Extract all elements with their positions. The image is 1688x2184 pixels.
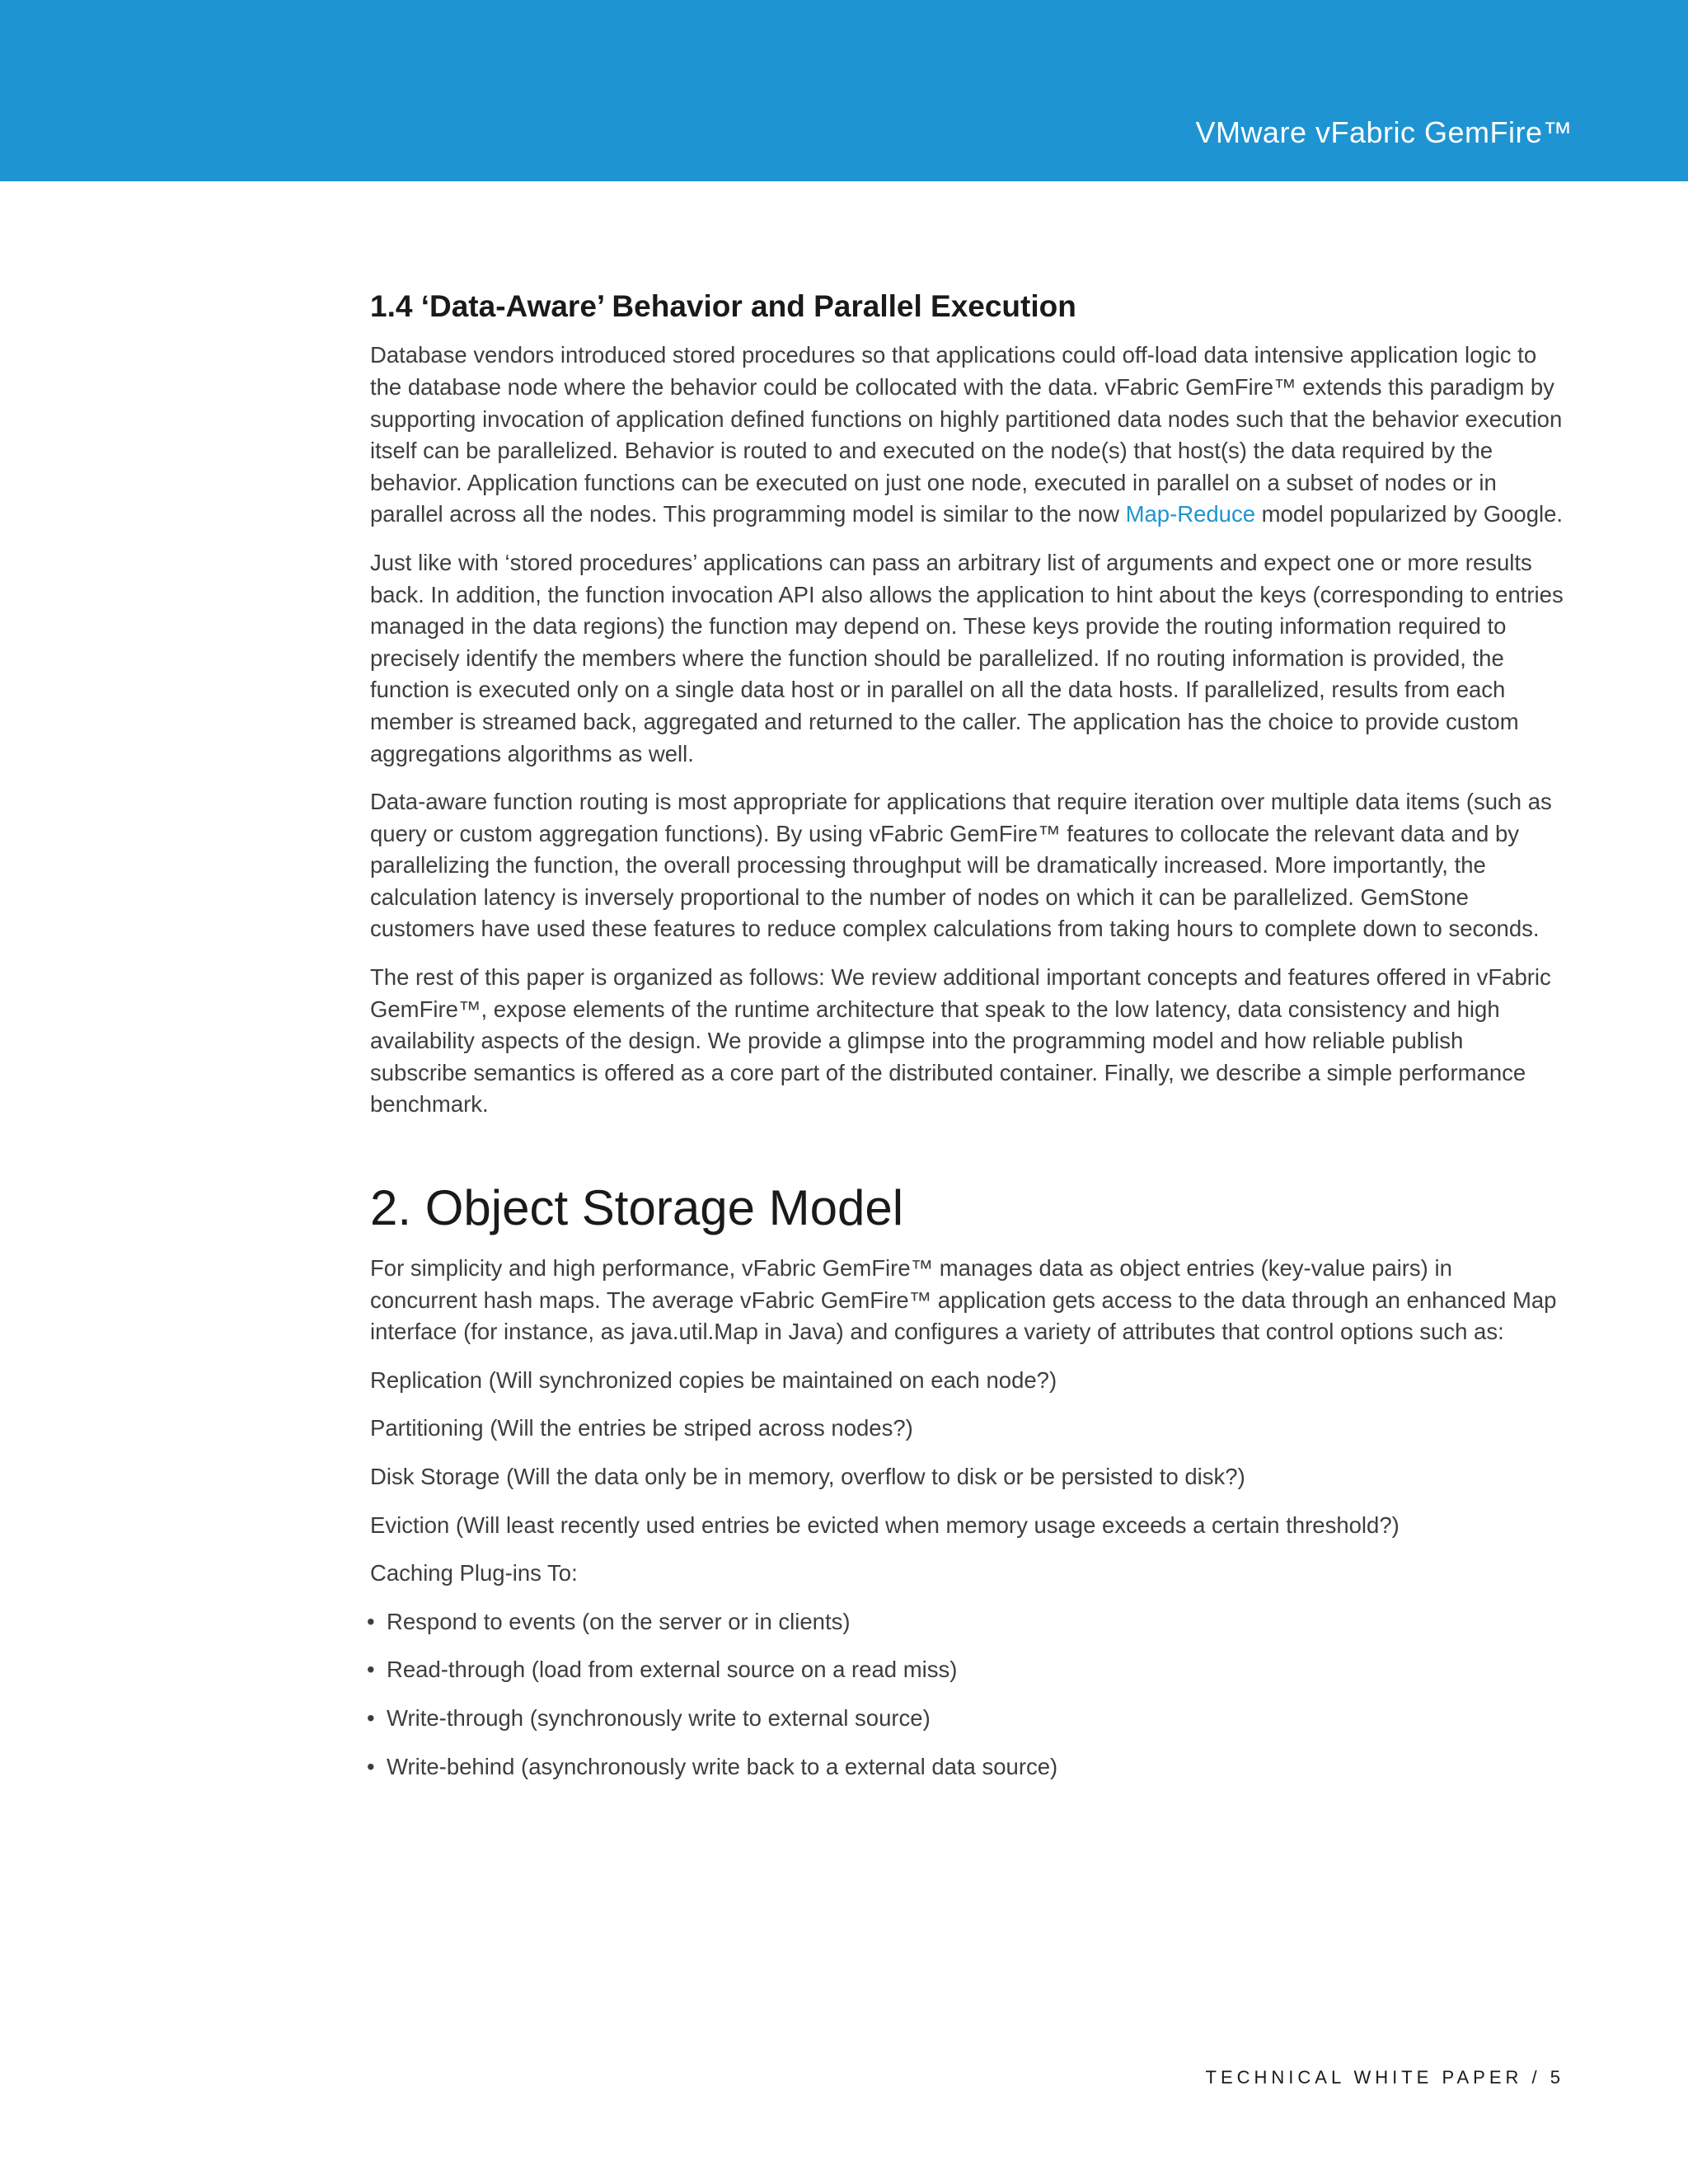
bullet-icon: • <box>367 1753 375 1779</box>
header-title: VMware vFabric GemFire™ <box>1195 115 1573 149</box>
page-content <box>367 288 1565 1799</box>
attribute-eviction: Eviction (Will least recently used entries be evicted when memory usage exceeds a certain threshold?) <box>370 1511 1400 1538</box>
section-heading-1-4: 1.4 ‘Data-Aware’ Behavior and Parallel Execution <box>370 289 1076 323</box>
bullet-icon: • <box>367 1608 375 1634</box>
section-2-intro: For simplicity and high performance, vFabric GemFire™ manages data as object entries (key-value pairs) in concurrent hash maps. The average vFabric GemFire™ application gets access to the data through an enhanced Map interface (for instance, as java.util.Map in Java) and configures a variety of attributes that control options such as: <box>370 1255 1557 1345</box>
bullet-icon: • <box>367 1657 375 1683</box>
list-item-text: Respond to events (on the server or in clients) <box>387 1608 851 1634</box>
list-item <box>367 1751 1565 1783</box>
attribute-caching-plugins: Caching Plug-ins To: <box>370 1560 578 1586</box>
list-item <box>367 1654 1565 1686</box>
paragraph-2: Just like with ‘stored procedures’ applications can pass an arbitrary list of arguments and expect one or more results back. In addition, the function invocation API also allows the application to hint about the keys (corresponding to entries managed in the data regions) the function may depend on. These keys provide the routing information required to precisely identify the members where the function should be parallelized. If no routing information is provided, the function is executed only on a single data host or in parallel on all the data hosts. If parallelized, results from each member is streamed back, aggregated and returned to the caller. The application has the choice to provide custom aggregations algorithms as well. <box>370 549 1564 766</box>
paragraph-1 <box>370 340 1565 531</box>
header-band <box>0 0 1688 181</box>
paragraph-3: Data-aware function routing is most appropriate for applications that require iteration over multiple data items (such as query or custom aggregation functions). By using vFabric GemFire™ features to collocate the relevant data and by parallelizing the function, the overall processing throughput will be dramatically increased. More importantly, the calculation latency is inversely proportional to the number of nodes on which it can be parallelized. GemStone customers have used these features to reduce complex calculations from taking hours to complete down to seconds. <box>370 789 1552 942</box>
attribute-partitioning: Partitioning (Will the entries be striped across nodes?) <box>370 1415 913 1441</box>
footer-page-label: TECHNICAL WHITE PAPER / 5 <box>1205 2067 1564 2088</box>
bullet-icon: • <box>367 1704 375 1731</box>
list-item <box>367 1606 1565 1638</box>
list-item-text: Write-behind (asynchronously write back to a external data source) <box>387 1753 1058 1779</box>
caching-plugins-list <box>367 1606 1565 1783</box>
chapter-heading-2: 2. Object Storage Model <box>370 1180 904 1236</box>
paragraph-1-tail: model popularized by Google. <box>1261 501 1564 527</box>
paragraph-1-text: Database vendors introduced stored procedures so that applications could off-load data intensive application logic to the database node where the behavior could be collocated with the data. vFabric GemFire™ extends this paradigm by supporting invocation of application defined functions on highly partitioned data nodes such that the behavior execution itself can be parallelized. Behavior is routed to and executed on the node(s) that host(s) the data required by the behavior. Application functions can be executed on just one node, executed in parallel on a subset of nodes or in parallel across all the nodes. This programming model is similar to the now <box>370 342 1563 527</box>
attribute-disk-storage: Disk Storage (Will the data only be in memory, overflow to disk or be persisted to disk?) <box>370 1464 1245 1490</box>
list-item-text: Read-through (load from external source on a read miss) <box>387 1657 958 1683</box>
paragraph-4: The rest of this paper is organized as follows: We review additional important concepts and features offered in vFabric GemFire™, expose elements of the runtime architecture that speak to the low latency, data consistency and high availability aspects of the design. We provide a glimpse into the programming model and how reliable publish subscribe semantics is offered as a core part of the distributed container. Finally, we describe a simple performance benchmark. <box>370 964 1551 1118</box>
attribute-replication: Replication (Will synchronized copies be maintained on each node?) <box>370 1366 1057 1393</box>
map-reduce-link[interactable]: Map-Reduce <box>1125 501 1256 527</box>
list-item-text: Write-through (synchronously write to external source) <box>387 1704 931 1731</box>
list-item <box>367 1703 1565 1735</box>
